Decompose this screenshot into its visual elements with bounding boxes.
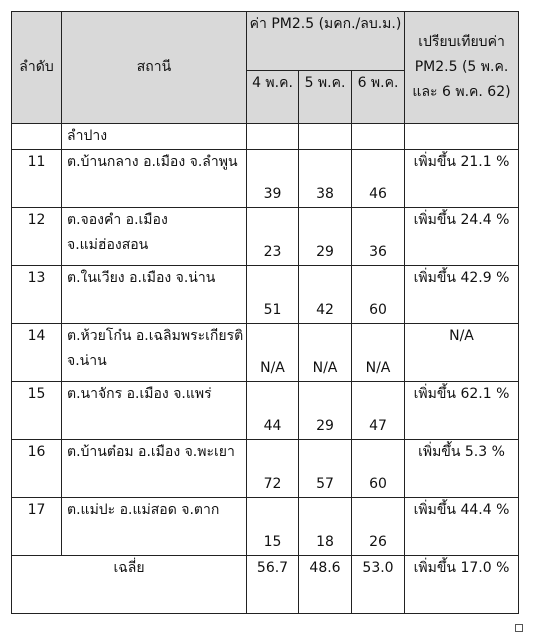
table-row — [12, 498, 519, 556]
row-change: N/A — [405, 324, 519, 382]
average-day-5: 48.6 — [299, 556, 352, 614]
row-day-5: 57 — [299, 440, 352, 498]
header-compare: เปรียบเทียบค่า PM2.5 (5 พ.ค. และ 6 พ.ค. 62) — [405, 12, 519, 124]
average-row — [12, 556, 519, 614]
header-pm-value: ค่า PM2.5 (มคก./ลบ.ม.) — [247, 12, 405, 71]
table-row — [12, 440, 519, 498]
row-day-6: N/A — [352, 324, 405, 382]
row-station: ต.จองคำ อ.เมือง จ.แม่ฮ่องสอน — [62, 208, 247, 266]
row-day-4: 15 — [247, 498, 299, 556]
row-no: 14 — [12, 324, 62, 382]
row-no: 16 — [12, 440, 62, 498]
average-day-4: 56.7 — [247, 556, 299, 614]
row-station: ต.แม่ปะ อ.แม่สอด จ.ตาก — [62, 498, 247, 556]
table-row — [12, 382, 519, 440]
row-day-4: 44 — [247, 382, 299, 440]
row-no: 11 — [12, 150, 62, 208]
table-row — [12, 208, 519, 266]
row-day-5: N/A — [299, 324, 352, 382]
table-row — [12, 150, 519, 208]
row-station: ต.นาจักร อ.เมือง จ.แพร่ — [62, 382, 247, 440]
row-day-4: N/A — [247, 324, 299, 382]
row-change: เพิ่มขึ้น 5.3 % — [405, 440, 519, 498]
row-day-5: 38 — [299, 150, 352, 208]
header-day-5: 5 พ.ค. — [299, 71, 352, 124]
table-row — [12, 324, 519, 382]
row-day-5: 18 — [299, 498, 352, 556]
row-day-5: 29 — [299, 382, 352, 440]
table-row — [12, 266, 519, 324]
row-day-4: 72 — [247, 440, 299, 498]
row-station: ต.บ้านกลาง อ.เมือง จ.ลำพูน — [62, 150, 247, 208]
row-day-6: 46 — [352, 150, 405, 208]
row-change: เพิ่มขึ้น 44.4 % — [405, 498, 519, 556]
row-station: ต.บ้านต๋อม อ.เมือง จ.พะเยา — [62, 440, 247, 498]
row-station: ต.ห้วยโก๋น อ.เฉลิมพระเกียรติ จ.น่าน — [62, 324, 247, 382]
header-day-4: 4 พ.ค. — [247, 71, 299, 124]
row-day-6: 36 — [352, 208, 405, 266]
province-name: ลำปาง — [62, 124, 247, 150]
row-day-6: 26 — [352, 498, 405, 556]
row-day-6: 60 — [352, 440, 405, 498]
row-change: เพิ่มขึ้น 62.1 % — [405, 382, 519, 440]
row-day-6: 47 — [352, 382, 405, 440]
average-label: เฉลี่ย — [12, 556, 247, 614]
row-no: 12 — [12, 208, 62, 266]
row-day-4: 51 — [247, 266, 299, 324]
header-rank: ลำดับ — [12, 12, 62, 124]
row-no: 17 — [12, 498, 62, 556]
header-station: สถานี — [62, 12, 247, 124]
row-station: ต.ในเวียง อ.เมือง จ.น่าน — [62, 266, 247, 324]
table-resize-handle[interactable] — [515, 624, 523, 632]
average-day-6: 53.0 — [352, 556, 405, 614]
row-day-5: 29 — [299, 208, 352, 266]
pm25-table — [11, 11, 519, 614]
row-day-4: 23 — [247, 208, 299, 266]
row-no: 13 — [12, 266, 62, 324]
row-day-4: 39 — [247, 150, 299, 208]
header-day-6: 6 พ.ค. — [352, 71, 405, 124]
row-change: เพิ่มขึ้น 42.9 % — [405, 266, 519, 324]
row-change: เพิ่มขึ้น 24.4 % — [405, 208, 519, 266]
row-day-5: 42 — [299, 266, 352, 324]
row-day-6: 60 — [352, 266, 405, 324]
row-no: 15 — [12, 382, 62, 440]
row-change: เพิ่มขึ้น 21.1 % — [405, 150, 519, 208]
average-change: เพิ่มขึ้น 17.0 % — [405, 556, 519, 614]
province-row — [12, 124, 519, 150]
